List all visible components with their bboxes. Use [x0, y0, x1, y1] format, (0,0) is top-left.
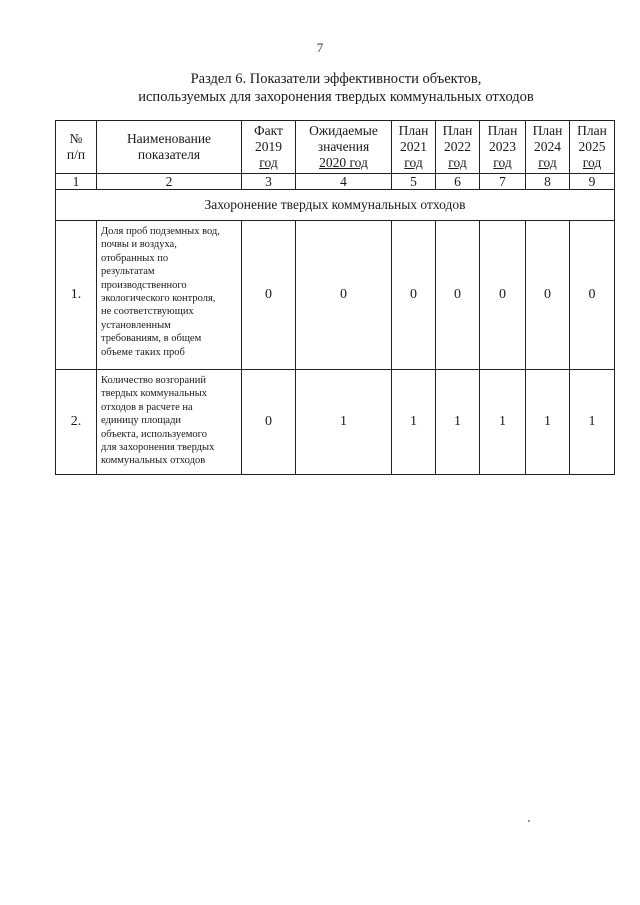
value-cell: 0 — [526, 221, 570, 370]
value-cell: 1 — [296, 370, 392, 475]
header-row — [56, 121, 615, 174]
header-cell-plan-2025: План 2025 год — [570, 121, 615, 174]
value-cell: 1 — [570, 370, 615, 475]
header-cell-plan-2023: План 2023 год — [480, 121, 526, 174]
column-number: 3 — [242, 174, 296, 190]
value-cell: 1 — [436, 370, 480, 475]
value-cell: 1 — [480, 370, 526, 475]
column-number: 7 — [480, 174, 526, 190]
title-line-1: Раздел 6. Показатели эффективности объектов, — [190, 71, 482, 87]
column-number: 1 — [56, 174, 97, 190]
title-line-2: используемых для захоронения твердых коммунальных отходов — [138, 89, 534, 105]
section-heading: Захоронение твердых коммунальных отходов — [56, 190, 615, 221]
section-row — [56, 190, 615, 221]
column-number: 5 — [392, 174, 436, 190]
header-cell-expected-2020: Ожидаемые значения 2020 год — [296, 121, 392, 174]
column-number: 6 — [436, 174, 480, 190]
value-cell: 1 — [392, 370, 436, 475]
value-cell: 0 — [570, 221, 615, 370]
value-cell: 1 — [526, 370, 570, 475]
value-cell: 0 — [436, 221, 480, 370]
indicator-name: Доля проб подземных вод, почвы и воздуха, отобранных по результатам производственного экологического контроля, не соответствующих установленным требованиям, в общем объеме таких проб — [97, 221, 242, 370]
indicators-table — [55, 120, 615, 475]
table-row — [56, 221, 615, 370]
section-title — [0, 70, 640, 106]
header-cell-plan-2021: План 2021 год — [392, 121, 436, 174]
column-number: 9 — [570, 174, 615, 190]
value-cell: 0 — [242, 221, 296, 370]
column-number: 4 — [296, 174, 392, 190]
value-cell: 0 — [392, 221, 436, 370]
table-row — [56, 370, 615, 475]
row-number: 2. — [56, 370, 97, 475]
header-cell-no: № п/п — [56, 121, 97, 174]
header-cell-plan-2024: План 2024 год — [526, 121, 570, 174]
scan-speck — [528, 820, 530, 822]
value-cell: 0 — [480, 221, 526, 370]
column-number: 2 — [97, 174, 242, 190]
value-cell: 0 — [242, 370, 296, 475]
indicator-name: Количество возгораний твердых коммунальных отходов в расчете на единицу площади объекта, используемого для захоронения твердых коммунальных отходов — [97, 370, 242, 475]
column-number: 8 — [526, 174, 570, 190]
header-cell-fact-2019: Факт 2019 год — [242, 121, 296, 174]
value-cell: 0 — [296, 221, 392, 370]
row-number: 1. — [56, 221, 97, 370]
header-cell-plan-2022: План 2022 год — [436, 121, 480, 174]
page-number: 7 — [316, 40, 324, 55]
header-cell-name: Наименование показателя — [97, 121, 242, 174]
column-number-row — [56, 174, 615, 190]
